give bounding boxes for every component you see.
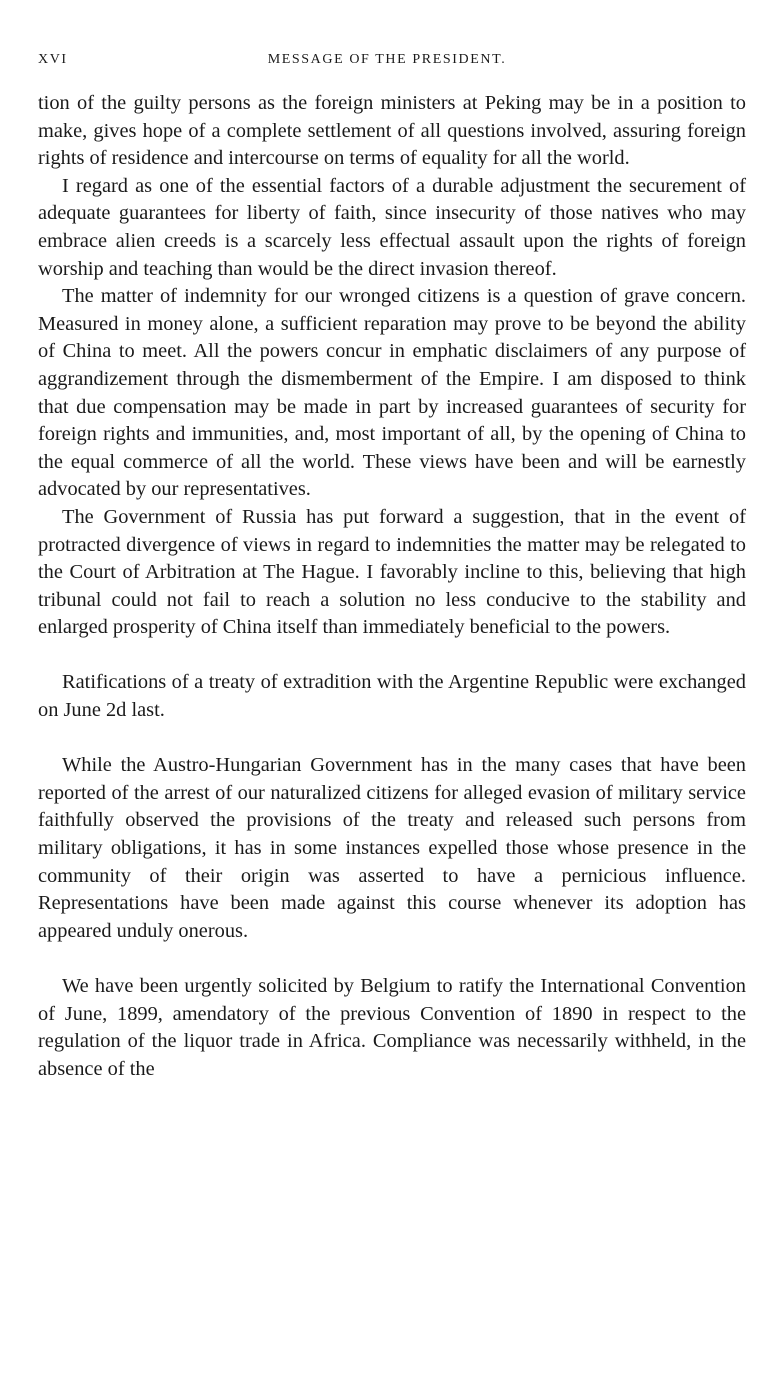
paragraph-continuation: tion of the guilty persons as the foreign ministers at Peking may be in a position to make, gives hope of a complete settlement of all questions involved, assuring foreign rights of residence and intercourse on terms of equality for all the world. (38, 92, 746, 170)
paragraph-indemnity: The matter of indemnity for our wronged citizens is a question of grave concern. Measured in money alone, a sufficient reparation may prove to be beyond the ability of China to meet. All the powers concur in emphatic disclaimers of any purpose of aggrandizement through the dismemberment of the Empire. I am disposed to think that due compensation may be made in part by increased guarantees of security for foreign rights and immunities, and, most important of all, by the opening of China to the equal commerce of all the world. These views have been and will be earnestly advocated by our representatives. (38, 285, 746, 501)
running-header (38, 52, 746, 82)
paragraph-argentine-treaty: Ratifications of a treaty of extradition with the Argentine Republic were exchanged on June 2d last. (38, 671, 746, 722)
paragraph-liberty-of-faith: I regard as one of the essential factors of a durable adjustment the securement of adequate guarantees for liberty of faith, since insecurity of those natives who may embrace alien creeds is a scarcely less effectual assault upon the rights of foreign worship and teaching than would be the direct invasion thereof. (38, 174, 746, 280)
page-number: XVI (38, 52, 68, 67)
section-divider (38, 945, 746, 973)
paragraph-russia-arbitration: The Government of Russia has put forward a suggestion, that in the event of protracted divergence of views in regard to indemnities the matter may be relegated to the Court of Arbitration at The Hague. I favorably incline to this, believing that high tribunal could not fail to reach a solution no less conducive to the stability and enlarged prosperity of China itself than immediately beneficial to the powers. (38, 505, 746, 639)
section-divider (38, 642, 746, 670)
paragraph-belgium-convention: We have been urgently solicited by Belgium to ratify the International Convention of June, 1899, amendatory of the previous Convention of 1890 in respect to the regulation of the liquor trade in Africa. Compliance was necessarily withheld, in the absence of the (38, 975, 746, 1080)
paragraph-austro-hungarian: While the Austro-Hungarian Government has in the many cases that have been reported of the arrest of our naturalized citizens for alleged evasion of military service faithfully observed the provisions of the treaty and released such persons from military obligations, it has in some instances expelled those whose presence in the community of their origin was asserted to have a pernicious influence. Representations have been made against this course whenever its adoption has appeared unduly onerous. (38, 754, 746, 942)
section-divider (38, 725, 746, 753)
running-title: MESSAGE OF THE PRESIDENT. (267, 52, 507, 67)
document-page (38, 52, 746, 1083)
